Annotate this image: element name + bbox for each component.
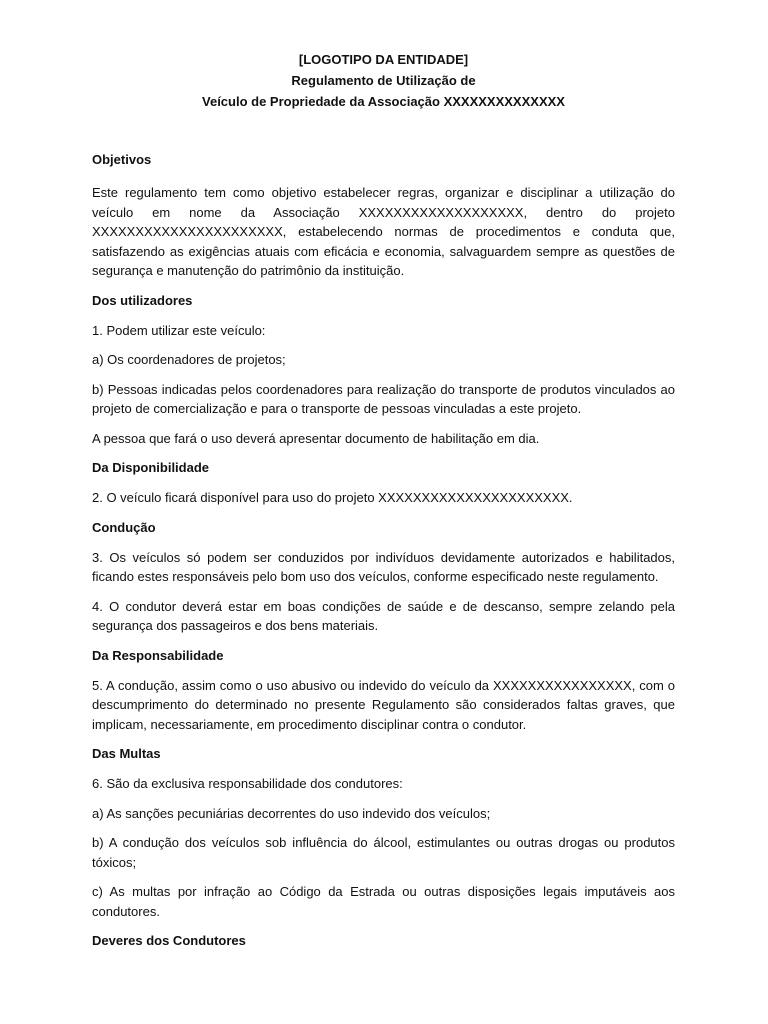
clause-5: 5. A condução, assim como o uso abusivo ou indevido do veículo da XXXXXXXXXXXXXXXX, com o descumprimento do determinado no presente Regulamento são considerados faltas graves, que implicam, necessariamente, em procedimento disciplinar contra o condutor. xyxy=(92,677,675,732)
logo-placeholder: [LOGOTIPO DA ENTIDADE] xyxy=(298,52,469,67)
clause-1b: b) Pessoas indicadas pelos coordenadores para realização do transporte de produtos vinculados ao projeto de comercialização e para o transporte de pessoas vinculadas a este projeto. xyxy=(92,381,675,416)
clause-2: 2. O veículo ficará disponível para uso do projeto XXXXXXXXXXXXXXXXXXXXXX. xyxy=(92,490,573,505)
clause-6: 6. São da exclusiva responsabilidade dos condutores: xyxy=(92,776,403,791)
paragraph-objetivos: Este regulamento tem como objetivo estabelecer regras, organizar e disciplinar a utilização do veículo em nome da Associação XXXXXXXXXXXXXXXXXXX, dentro do projeto XXXXXXXXXXXXXXXXXXXXXX, estabelecendo normas de procedimentos e conduta que, satisfazendo as exigências atuais com eficácia e economia, salvaguardem sempre as questões de segurança e manutenção do patrimônio da instituição. xyxy=(92,185,675,278)
paragraph-habilitacao: A pessoa que fará o uso deverá apresentar documento de habilitação em dia. xyxy=(92,430,540,446)
clause-4: 4. O condutor deverá estar em boas condições de saúde e de descanso, sempre zelando pela segurança dos passageiros e dos bens materiais. xyxy=(92,598,675,633)
heading-utilizadores: Dos utilizadores xyxy=(92,292,193,308)
clause-3: 3. Os veículos só podem ser conduzidos por indivíduos devidamente autorizados e habilitados, ficando estes responsáveis pelo bom uso dos veículos, conforme especificado neste regulamento. xyxy=(92,549,675,584)
clause-1a: a) Os coordenadores de projetos; xyxy=(92,352,286,367)
clause-1: 1. Podem utilizar este veículo: xyxy=(92,322,266,338)
heading-disponibilidade: Da Disponibilidade xyxy=(92,460,210,475)
clause-6c: c) As multas por infração ao Código da Estrada ou outras disposições legais imputáveis aos condutores. xyxy=(92,884,675,919)
clause-6b: b) A condução dos veículos sob influência do álcool, estimulantes ou outras drogas ou produtos tóxicos; xyxy=(92,835,675,870)
document-title-line-2: Veículo de Propriedade da Associação XXXXXXXXXXXXXX xyxy=(202,94,565,109)
heading-responsabilidade: Da Responsabilidade xyxy=(92,647,224,663)
heading-conducao: Condução xyxy=(92,519,156,535)
heading-objetivos: Objetivos xyxy=(92,152,152,167)
heading-deveres: Deveres dos Condutores xyxy=(92,933,246,948)
clause-6a: a) As sanções pecuniárias decorrentes do uso indevido dos veículos; xyxy=(92,805,491,821)
heading-multas: Das Multas xyxy=(92,746,161,761)
document-title-line-1: Regulamento de Utilização de xyxy=(291,73,476,88)
document-header xyxy=(92,49,675,112)
